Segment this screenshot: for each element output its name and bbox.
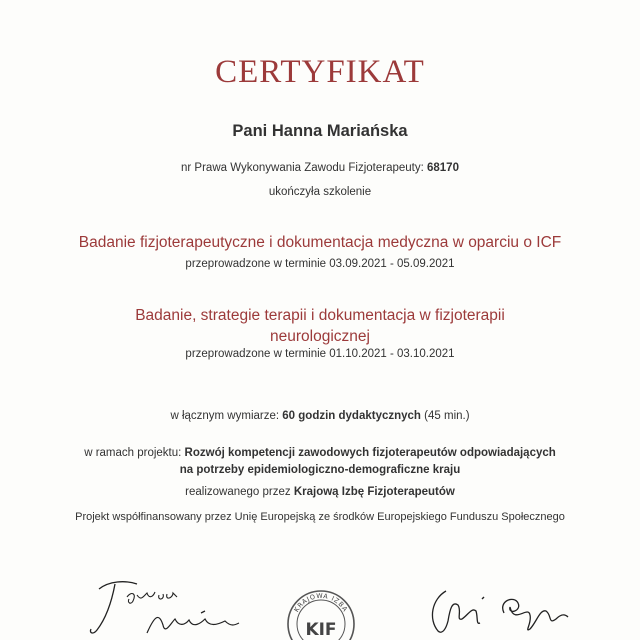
certificate-title: CERTYFIKAT <box>215 54 425 90</box>
kif-seal-icon <box>285 588 357 640</box>
signature-left-icon <box>85 575 245 640</box>
seal-ring-text: KRAJOWA IZBA <box>292 591 350 614</box>
course2-term: przeprowadzone w terminie 01.10.2021 - 03.10.2021 <box>185 348 455 360</box>
course2-name <box>0 305 640 347</box>
realized-line <box>0 486 640 498</box>
license-label: nr Prawa Wykonywania Zawodu Fizjoterapeuty: <box>181 162 424 174</box>
project-block <box>0 445 640 479</box>
license-line <box>0 162 640 174</box>
project-line1 <box>0 445 640 462</box>
project-name-line1: Rozwój kompetencji zawodowych fizjoterapeutów odpowiadających <box>184 447 556 459</box>
project-prefix: w ramach projektu: <box>84 447 182 459</box>
completed-text: ukończyła szkolenie <box>268 186 372 198</box>
hours-suffix: (45 min.) <box>424 410 470 422</box>
course1-name: Badanie fizjoterapeutyczne i dokumentacja medyczna w oparciu o ICF <box>78 234 562 251</box>
hours-value: 60 godzin dydaktycznych <box>282 410 421 422</box>
course1-term: przeprowadzone w terminie 03.09.2021 - 05.09.2021 <box>185 258 455 270</box>
recipient-name: Pani Hanna Mariańska <box>232 122 408 140</box>
signature-right-icon <box>418 585 578 640</box>
project-line2 <box>0 462 640 479</box>
license-number: 68170 <box>427 162 459 174</box>
realized-prefix: realizowanego przez <box>185 486 291 498</box>
course2-name-line2: neurologicznej <box>270 328 370 345</box>
hours-line <box>0 410 640 422</box>
cofunding-text: Projekt współfinansowany przez Unię Europejską ze środków Europejskiego Funduszu Społecznego <box>75 511 565 523</box>
hours-prefix: w łącznym wymiarze: <box>170 410 280 422</box>
svg-text:KRAJOWA IZBA <box>292 592 349 614</box>
course2-name-line1: Badanie, strategie terapii i dokumentacja w fizjoterapii <box>135 307 505 324</box>
seal-logo-text: KIF <box>305 620 337 640</box>
project-name-line2: na potrzeby epidemiologiczno-demograficzne kraju <box>179 464 461 476</box>
realized-organization: Krajową Izbę Fizjoterapeutów <box>293 486 455 498</box>
